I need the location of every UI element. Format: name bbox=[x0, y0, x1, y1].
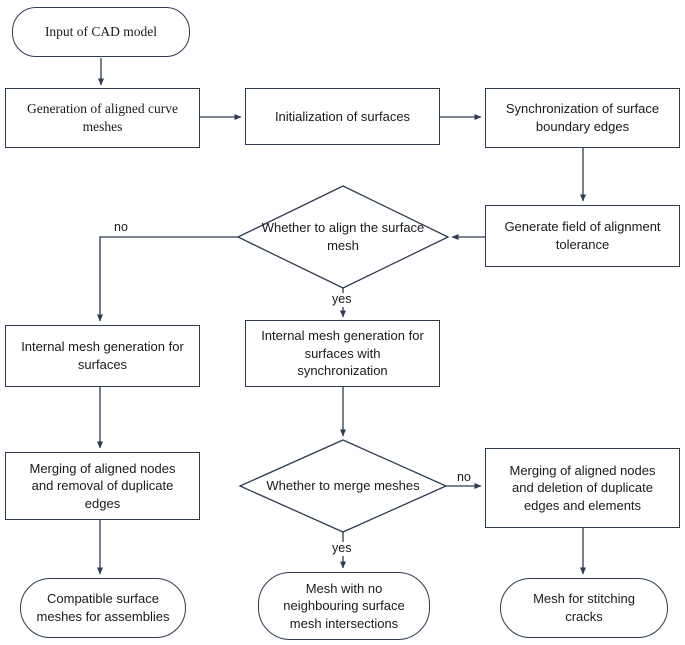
node-internal-mesh-generation-with-synchronization: Internal mesh generation for surfaces with synchronization bbox=[245, 320, 440, 387]
edge-label-align-no: no bbox=[114, 220, 128, 234]
node-generate-field-of-alignment-tolerance: Generate field of alignment tolerance bbox=[485, 205, 680, 267]
terminator-mesh-for-stitching-cracks: Mesh for stitching cracks bbox=[500, 578, 668, 638]
edge-label-merge-no: no bbox=[457, 470, 471, 484]
decision-whether-to-align-surface-mesh: Whether to align the surface mesh bbox=[261, 219, 425, 253]
edge-label-merge-yes: yes bbox=[332, 541, 352, 555]
terminator-compatible-surface-meshes-for-assemblies: Compatible surface meshes for assemblies bbox=[20, 578, 186, 638]
terminator-mesh-no-neighbouring-surface-mesh-intersections: Mesh with no neighbouring surface mesh intersections bbox=[258, 572, 430, 640]
node-input-of-cad-model: Input of CAD model bbox=[12, 7, 190, 57]
node-merging-aligned-nodes-removal-duplicate-edges: Merging of aligned nodes and removal of duplicate edges bbox=[5, 452, 200, 520]
node-merging-aligned-nodes-deletion-duplicate-edges-elements: Merging of aligned nodes and deletion of duplicate edges and elements bbox=[485, 448, 680, 528]
node-initialization-of-surfaces: Initialization of surfaces bbox=[245, 88, 440, 145]
node-internal-mesh-generation-for-surfaces: Internal mesh generation for surfaces bbox=[5, 325, 200, 387]
node-synchronization-of-surface-boundary-edges: Synchronization of surface boundary edges bbox=[485, 88, 680, 148]
edge-label-align-yes: yes bbox=[332, 292, 352, 306]
arrow-decision-align-no bbox=[100, 237, 238, 321]
node-generation-of-aligned-curve-meshes: Generation of aligned curve meshes bbox=[5, 88, 200, 148]
decision-whether-to-merge-meshes: Whether to merge meshes bbox=[266, 477, 420, 493]
